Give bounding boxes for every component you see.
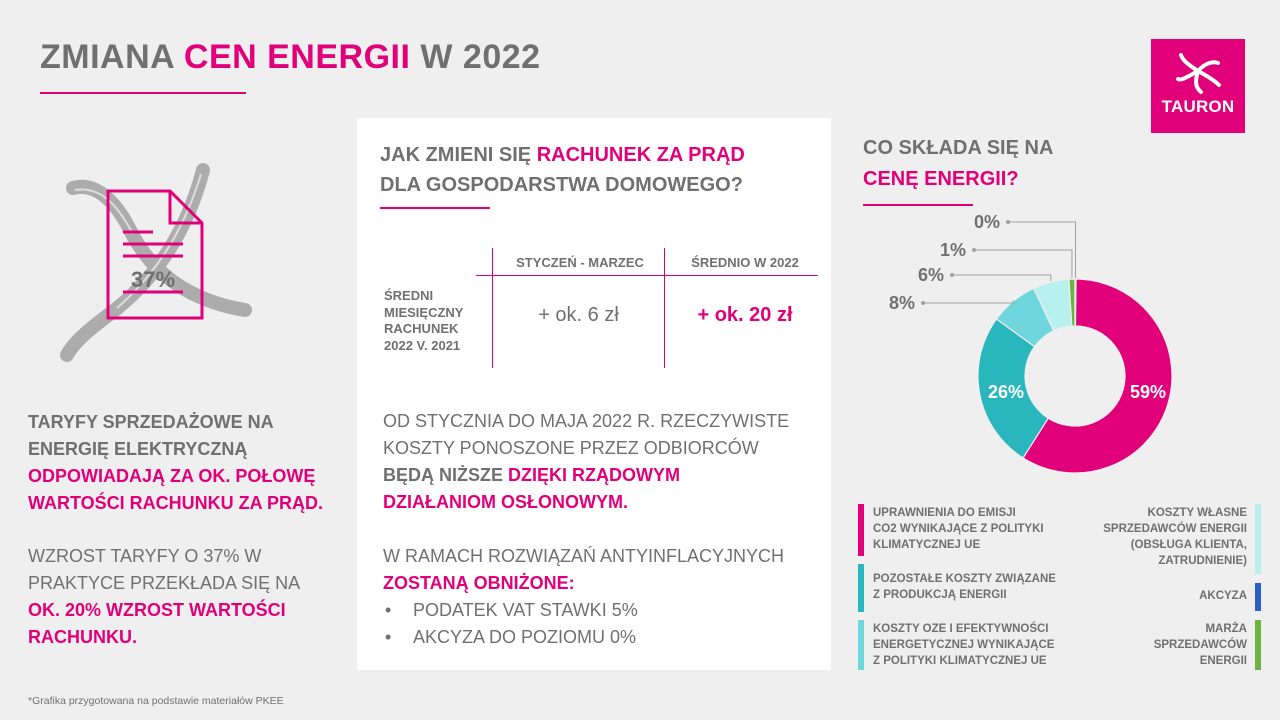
legend-oze-line-3: Z POLITYKI KLIMATYCZNEJ UE (873, 655, 1047, 667)
legend-oze-line-2: ENERGETYCZNEJ WYNIKAJĄCE (873, 639, 1055, 651)
legend-margin-line-2: SPRZEDAWCÓW (1153, 639, 1247, 651)
data-label: 26% (987, 382, 1025, 402)
bullet-item (383, 624, 823, 651)
legend-co2-line-1: UPRAWNIENIA DO EMISJI (873, 507, 1016, 519)
footnote: *Grafika przygotowana na podstawie materiałów PKEE (28, 695, 284, 707)
legend-margin-line-1: MARŻA (1205, 623, 1247, 635)
card-title-l1b: RACHUNEK ZA PRĄD (536, 144, 745, 166)
tauron-logo-text: TAURON (1161, 97, 1235, 116)
left-b-line-2: PRAKTYCE PRZEKŁADA SIĘ NA (28, 573, 301, 593)
callout-line (952, 275, 1051, 281)
card-title-l1a: JAK ZMIENI SIĘ (380, 144, 537, 166)
legend-swatch-co2 (858, 504, 864, 556)
legend-swatch-production (858, 564, 864, 612)
middle-paragraph-1 (383, 408, 823, 516)
legend-production-line-1: POZOSTAŁE KOSZTY ZWIĄZANE (873, 573, 1056, 585)
left-a-line-2: ENERGIĘ ELEKTRYCZNĄ (28, 439, 248, 459)
para1-line-1: OD STYCZNIA DO MAJA 2022 R. RZECZYWISTE (383, 411, 790, 431)
legend-swatch-excise (1255, 583, 1261, 611)
row-label-line-4: 2022 V. 2021 (384, 337, 461, 353)
donut-chart (888, 212, 1210, 488)
legend-co2-line-3: KLIMATYCZNEJ UE (873, 539, 981, 551)
legend-own-line-1: KOSZTY WŁASNE (1147, 507, 1247, 519)
data-label: 59% (1129, 382, 1167, 402)
tauron-logo (1151, 39, 1245, 133)
legend-item-co2 (873, 505, 1044, 553)
bullet-2-text: AKCYZA DO POZIOMU 0% (413, 627, 637, 647)
legend-swatch-margin (1255, 620, 1261, 670)
left-a-line-4: WARTOŚCI RACHUNKU ZA PRĄD. (28, 493, 323, 513)
para1-line-3b: DZIĘKI RZĄDOWYM (508, 465, 680, 485)
callout-label: 8% (888, 293, 915, 313)
callout-dot (950, 273, 954, 277)
card-title-underline (380, 207, 490, 209)
legend-co2-line-2: CO2 WYNIKAJĄCE Z POLITYKI (873, 523, 1044, 535)
title-part-3: W 2022 (410, 38, 541, 76)
legend-own-line-4: ZATRUDNIENIE) (1158, 555, 1247, 567)
legend-item-production (873, 571, 1056, 603)
legend-production-line-2: Z PRODUKCJĄ ENERGII (873, 589, 1007, 601)
page-title (40, 38, 541, 77)
chart-title-line-1: CO SKŁADA SIĘ NA (863, 137, 1054, 159)
table-row-label (384, 288, 484, 354)
callout-label: 1% (939, 240, 966, 260)
table-value-avg-2022: + ok. 20 zł (697, 304, 793, 326)
legend-item-oze (873, 621, 1054, 669)
legend-oze-line-1: KOSZTY OZE I EFEKTYWNOŚCI (873, 623, 1049, 635)
chart-title-line-2: CENĘ ENERGII? (863, 168, 1019, 190)
para2-line-2: ZOSTANĄ OBNIŻONE: (383, 573, 575, 593)
left-b-line-1: WZROST TARYFY O 37% W (28, 546, 262, 566)
tauron-logo-icon (1175, 51, 1221, 95)
callout-dot (1006, 220, 1010, 224)
bullet-item (383, 597, 823, 624)
callout-dot (972, 248, 976, 252)
callout-dot (921, 301, 925, 305)
legend-item-excise (1080, 588, 1247, 604)
table-header-jan-mar: STYCZEŃ - MARZEC (516, 255, 644, 270)
legend-margin-line-3: ENERGII (1199, 655, 1247, 667)
title-part-2: CEN ENERGII (183, 38, 411, 76)
donut-slice (1075, 279, 1076, 326)
left-text-block-a (28, 409, 348, 517)
legend-item-margin (1080, 621, 1247, 669)
para1-line-2: KOSZTY PONOSZONE PRZEZ ODBIORCÓW (383, 438, 759, 458)
table-value-jan-mar: + ok. 6 zł (538, 304, 619, 326)
para1-line-3a: BĘDĄ NIŻSZE (383, 465, 509, 485)
chart-title (863, 133, 1053, 195)
row-label-line-2: MIESIĘCZNY (384, 304, 464, 320)
legend-own-line-2: SPRZEDAWCÓW ENERGII (1103, 523, 1247, 535)
callout-label: 6% (917, 265, 944, 285)
table-header-line (476, 275, 818, 276)
row-label-line-1: ŚREDNI (384, 288, 434, 303)
left-text-block-b (28, 543, 348, 651)
left-a-line-3: ODPOWIADAJĄ ZA OK. POŁOWĘ (28, 466, 316, 486)
row-label-line-3: RACHUNEK (384, 321, 459, 336)
legend-item-own-costs (1080, 505, 1247, 569)
middle-paragraph-2 (383, 543, 823, 651)
legend-own-line-3: (OBSŁUGA KLIENTA, (1130, 539, 1247, 551)
card-title-l2: DLA GOSPODARSTWA DOMOWEGO? (380, 174, 743, 196)
para1-line-4: DZIAŁANIOM OSŁONOWYM. (383, 492, 628, 512)
legend-swatch-oze (858, 620, 864, 670)
chart-title-underline (863, 204, 973, 206)
crossed-document-icon (55, 160, 285, 370)
title-part-1: ZMIANA (40, 38, 184, 76)
percent-label: 37% (130, 267, 176, 292)
left-b-line-4: RACHUNKU. (28, 627, 137, 647)
callout-line (974, 250, 1072, 278)
title-underline (40, 92, 246, 94)
para2-line-1: W RAMACH ROZWIĄZAŃ ANTYINFLACYJNYCH (383, 546, 785, 566)
table-header-avg-2022: ŚREDNIO W 2022 (691, 255, 799, 270)
callout-label: 0% (973, 212, 1000, 232)
legend-excise-line-1: AKCYZA (1199, 590, 1247, 602)
left-a-line-1: TARYFY SPRZEDAŻOWE NA (28, 412, 274, 432)
callout-line (923, 300, 1013, 303)
left-b-line-3: OK. 20% WZROST WARTOŚCI (28, 600, 286, 620)
card-title (380, 140, 745, 200)
legend-swatch-own-costs (1255, 504, 1261, 574)
bullet-1-text: PODATEK VAT STAWKI 5% (413, 600, 638, 620)
